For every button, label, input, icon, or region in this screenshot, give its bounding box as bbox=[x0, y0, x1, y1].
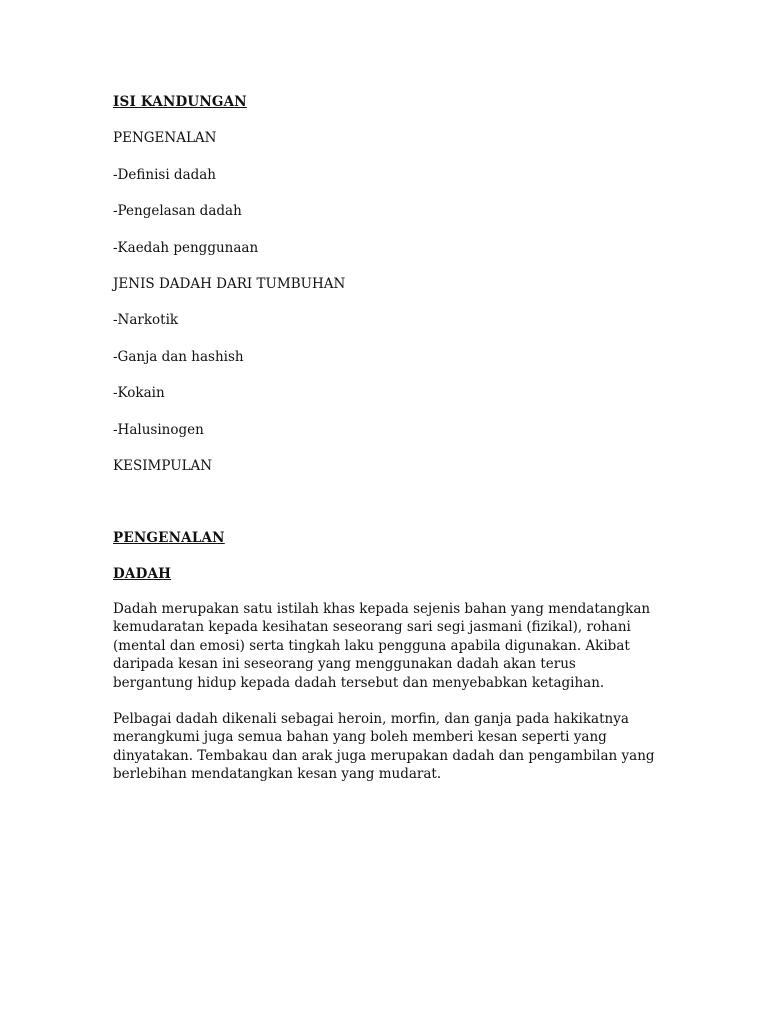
toc-item: PENGENALAN bbox=[113, 130, 217, 147]
body-paragraph: Dadah merupakan satu istilah khas kepada sejenis bahan yang mendatangkan kemudaratan kepada kesihatan seseorang sari segi jasmani (fizikal), rohani (mental dan emosi) serta tingkah laku pengguna apabila digunakan. Akibat daripada kesan ini seseorang yang menggunakan dadah akan terus bergantung hidup kepada dadah tersebut dan menyebabkan ketagihan. bbox=[113, 600, 651, 691]
toc-item: -Halusinogen bbox=[113, 421, 204, 438]
toc-item: KESIMPULAN bbox=[113, 457, 213, 474]
page-content bbox=[113, 92, 658, 784]
toc-item: JENIS DADAH DARI TUMBUHAN bbox=[113, 275, 346, 292]
toc-item: -Narkotik bbox=[113, 312, 179, 329]
toc-heading: ISI KANDUNGAN bbox=[113, 94, 247, 110]
toc-item: -Definisi dadah bbox=[113, 166, 217, 183]
toc-item: -Ganja dan hashish bbox=[113, 348, 244, 365]
section-heading: PENGENALAN bbox=[113, 529, 225, 546]
toc-list bbox=[113, 128, 658, 476]
toc-item: -Kaedah penggunaan bbox=[113, 239, 259, 256]
section-subheading: DADAH bbox=[113, 565, 172, 582]
toc-item: -Kokain bbox=[113, 385, 165, 402]
toc-item: -Pengelasan dadah bbox=[113, 203, 242, 220]
body-paragraph: Pelbagai dadah dikenali sebagai heroin, morfin, dan ganja pada hakikatnya merangkumi juga semua bahan yang boleh memberi kesan seperti yang dinyatakan. Tembakau dan arak juga merupakan dadah dan pengambilan yang berlebihan mendatangkan kesan yang mudarat. bbox=[113, 710, 655, 783]
